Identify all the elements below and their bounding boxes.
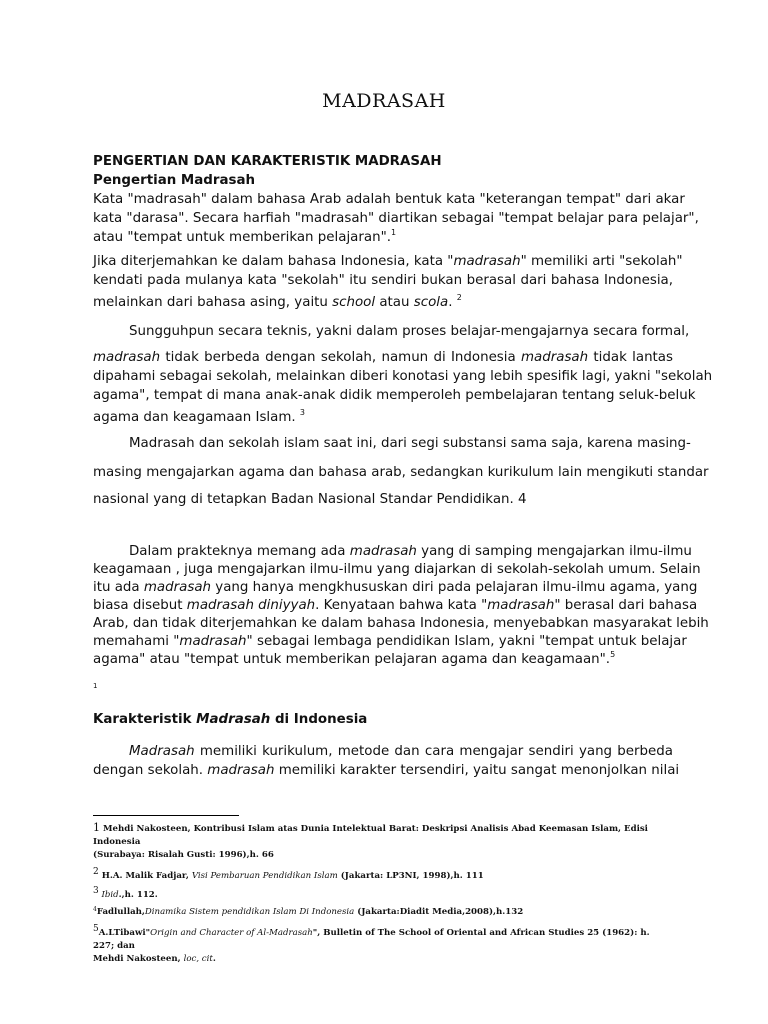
- p3-line: dipahami sebagai sekolah, melainkan diberi konotasi yang lebih spesifik lagi, yakni "sekolah: [93, 369, 713, 384]
- p2-line: melainkan dari bahasa asing, yaitu school atau scola. $^2$: [93, 293, 462, 310]
- footnote-ref: 3: [299, 408, 305, 417]
- p3-line: agama dan keagamaan Islam. $^3$: [93, 408, 305, 425]
- footnotes: [93, 821, 673, 966]
- p1-line: kata "darasa". Secara harfiah "madrasah" diartikan sebagai "tempat belajar para pelajar",: [93, 211, 699, 226]
- p4-line: masing mengajarkan agama dan bahasa arab, sedangkan kurikulum lain mengikuti standar: [93, 465, 709, 480]
- p5-line: agama" atau "tempat untuk memberikan pelajaran agama dan keagamaan".$^5$: [93, 650, 616, 667]
- paragraph-3: [93, 322, 690, 341]
- footnote-1: 1 Mehdi Nakosteen, Kontribusi Islam atas Dunia Intelektual Barat: Deskripsi Analisis Abad Keemasan Islam, Edisi Indonesia: [93, 821, 648, 847]
- p1-line: Kata "madrasah" dalam bahasa Arab adalah bentuk kata "keterangan tempat" dari akar: [93, 192, 685, 207]
- p5-line: keagamaan , juga mengajarkan ilmu-ilmu yang diajarkan di sekolah-sekolah umum. Selain: [93, 562, 701, 577]
- footnote-5: 5A.LTibawi"Origin and Character of Al-Madrasah", Bulletin of The School of Oriental and African Studies 25 (1962): h. 227; dan: [93, 924, 650, 951]
- k-line: Madrasah memiliki kurikulum, metode dan cara mengajar sendiri yang berbeda: [129, 744, 673, 759]
- p2-line: Jika diterjemahkan ke dalam bahasa Indonesia, kata "madrasah" memiliki arti "sekolah": [93, 254, 683, 269]
- paragraph-4: [93, 434, 691, 453]
- sub-heading: Pengertian Madrasah: [93, 173, 256, 188]
- p5-line: biasa disebut madrasah diniyyah. Kenyataan bahwa kata "madrasah" berasal dari bahasa: [93, 598, 698, 613]
- karakteristik-heading: Karakteristik Madrasah di Indonesia: [93, 712, 368, 727]
- p1-line: atau "tempat untuk memberikan pelajaran".$^1$: [93, 228, 397, 245]
- page-title: MADRASAH: [322, 90, 446, 112]
- footnote-4: $^4$Fadlullah,Dinamika Sistem pendidikan Islam Di Indonesia (Jakarta:Diadit Media,2008),h.132: [93, 906, 524, 917]
- p3-line: Sungguhpun secara teknis, yakni dalam proses belajar-mengajarnya secara formal,: [129, 324, 690, 339]
- footnote-1-cont: (Surabaya: Risalah Gusti: 1996),h. 66: [93, 850, 274, 860]
- paragraph-3-end: [93, 408, 673, 427]
- paragraph-2: [93, 252, 683, 290]
- footnote-divider: [93, 815, 239, 816]
- paragraph-2-end: [93, 293, 673, 312]
- p5-line: itu ada madrasah yang hanya mengkhususkan diri pada pelajaran ilmu-ilmu agama, yang: [93, 580, 698, 595]
- p3-line: agama", tempat di mana anak-anak didik memperoleh pembelajaran tentang seluk-beluk: [93, 388, 696, 403]
- paragraph-5: [93, 543, 709, 669]
- p4-line: nasional yang di tetapkan Badan Nasional Standar Pendidikan. 4: [93, 492, 527, 507]
- k-line: dengan sekolah. madrasah memiliki karakter tersendiri, yaitu sangat menonjolkan nilai: [93, 763, 680, 778]
- p3-line: madrasah tidak berbeda dengan sekolah, namun di Indonesia madrasah tidak lantas: [93, 350, 673, 365]
- paragraph-3-body: [93, 348, 713, 405]
- footnote-2: 2 H.A. Malik Fadjar, Visi Pembaruan Pendidikan Islam (Jakarta: LP3NI, 1998),h. 111: [93, 867, 484, 881]
- footnote-ref: 1: [391, 228, 397, 237]
- footnote-ref: 2: [456, 293, 462, 302]
- footnote-ref: 5: [610, 650, 616, 659]
- footnote-3: 3 Ibid.,h. 112.: [93, 886, 158, 900]
- paragraph-4-end: [93, 490, 673, 509]
- karakteristik-paragraph: [93, 742, 680, 780]
- stray-footnote-mark: 1: [93, 682, 98, 690]
- footnote-5-cont: Mehdi Nakosteen, loc, cit.: [93, 954, 216, 964]
- p5-line: Arab, dan tidak diterjemahkan ke dalam bahasa Indonesia, menyebabkan masyarakat lebih: [93, 616, 709, 631]
- paragraph-4-body: [93, 463, 709, 482]
- p5-line: memahami "madrasah" sebagai lembaga pendidikan Islam, yakni "tempat untuk belajar: [93, 634, 687, 649]
- intro-block: [93, 152, 699, 247]
- p2-line: kendati pada mulanya kata "sekolah" itu sendiri bukan berasal dari bahasa Indonesia,: [93, 273, 673, 288]
- section-heading: PENGERTIAN DAN KARAKTERISTIK MADRASAH: [93, 154, 442, 169]
- p4-line: Madrasah dan sekolah islam saat ini, dari segi substansi sama saja, karena masing-: [129, 436, 691, 451]
- p5-line: Dalam prakteknya memang ada madrasah yang di samping mengajarkan ilmu-ilmu: [129, 544, 692, 559]
